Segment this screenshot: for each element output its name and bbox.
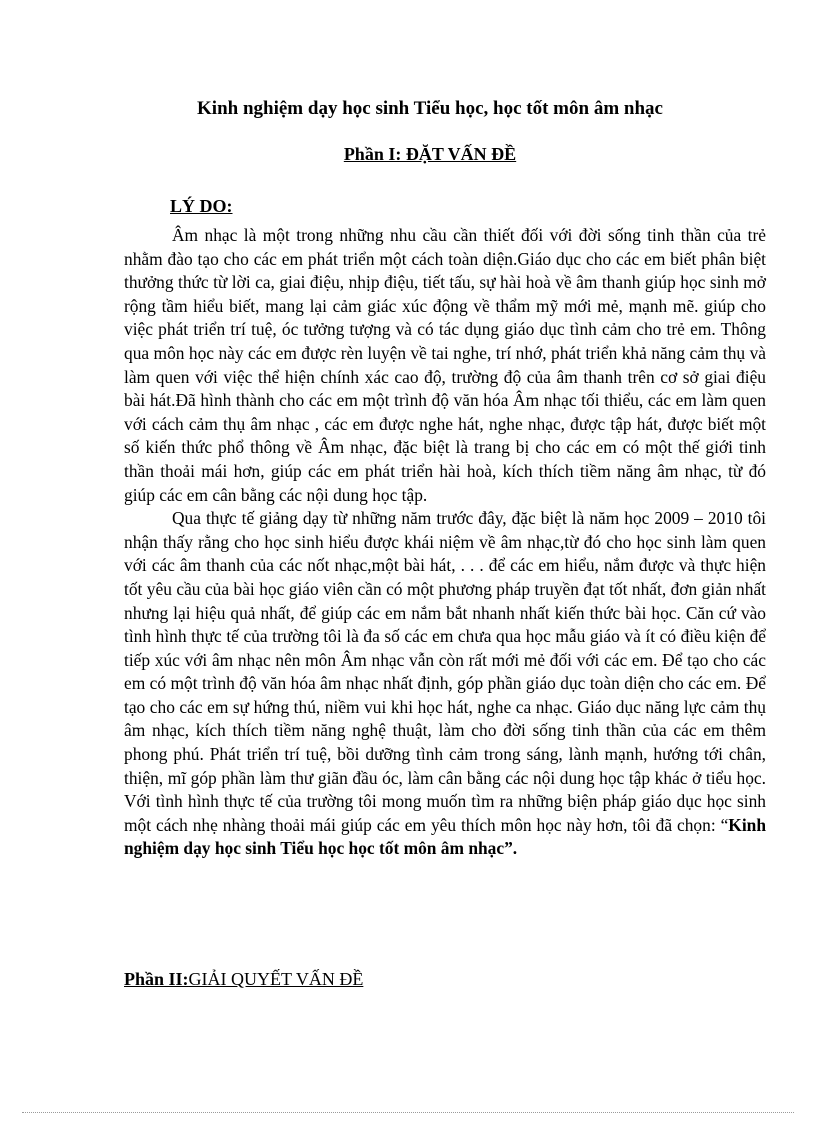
reason-heading: LÝ DO: (170, 196, 233, 216)
paragraph-2-text: Qua thực tế giảng dạy từ những năm trước đây, đặc biệt là năm học 2009 – 2010 tôi nhận thấy rằng cho học sinh hiểu được khái niệm về âm nhạc,từ đó cho học sinh làm quen với các âm thanh của các nốt nhạc,một bài hát, . . . để các em hiểu, nắm được và thực hiện tốt yêu cầu của bài học giáo viên cần có một phương pháp truyền đạt tốt nhất, đơn giản nhất nhưng lại hiệu quả nhất, để giúp các em nắm bắt nhanh nhất kiến thức bài học. Căn cứ vào tình hình thực tế của trường tôi là đa số các em chưa qua học mẫu giáo và ít có điều kiện để tiếp xúc với âm nhạc nên môn Âm nhạc vẫn còn rất mới mẻ đối với các em. Để tạo cho các em có một trình độ văn hóa âm nhạc nhất định, góp phần giáo dục toàn diện cho các em. Để tạo cho các em sự hứng thú, niềm vui khi học hát, nghe ca nhạc. Giáo dục năng lực cảm thụ âm nhạc, kích thích tiềm năng nghệ thuật, làm cho đời sống tinh thần của các em thêm phong phú. Phát triển trí tuệ, bồi dưỡng tình cảm trong sáng, lành mạnh, hướng tới chân, thiện, mĩ góp phần làm thư giãn đầu óc, làm cân bằng các nội dung học tập khác ở tiểu học. Với tình hình thực tế của trường tôi mong muốn tìm ra những biện pháp giáo dục học sinh một cách nhẹ nhàng thoải mái giúp các em yêu thích môn học này hơn, tôi đã chọn: “ (124, 508, 766, 835)
part2-label: Phần II: (124, 969, 189, 989)
paragraph-2-conclusion: Kinh nghiệm dạy học sinh Tiểu học học tốt môn âm nhạc”. (124, 814, 766, 859)
document-body (124, 224, 766, 861)
part1-heading: Phần I: ĐẶT VẤN ĐỀ (343, 144, 517, 164)
page-bottom-divider (22, 1112, 794, 1113)
paragraph-2 (124, 507, 766, 861)
document-title: Kinh nghiệm dạy học sinh Tiểu học, học tốt môn âm nhạc (197, 98, 663, 119)
part2-title: GIẢI QUYẾT VẤN ĐỀ (188, 969, 364, 989)
paragraph-1: Âm nhạc là một trong những nhu cầu cần thiết đối với đời sống tinh thần của trẻ nhằm đào tạo cho các em phát triển một cách toàn diện.Giáo dục cho các em biết phân biệt thưởng thức từ lời ca, giai điệu, nhịp điệu, tiết tấu, sự hài hoà về âm thanh giúp học sinh mở rộng tầm hiểu biết, mang lại cảm giác xúc động về thẩm mỹ mới mẻ, mạnh mẽ. giúp cho việc phát triển trí tuệ, óc tưởng tượng và có tác dụng giáo dục tình cảm cho trẻ em. Thông qua môn học này các em được rèn luyện về tai nghe, trí nhớ, phát triển khả năng cảm thụ và làm quen với việc thể hiện chính xác cao độ, trường độ của âm thanh trên cơ sở giai điệu bài hát.Đã hình thành cho các em một trình độ văn hóa Âm nhạc tối thiểu, các em làm quen với cách cảm thụ âm nhạc , các em được nghe hát, nghe nhạc, được tập hát, được biết một số kiến thức phổ thông về Âm nhạc, đặc biệt là trang bị cho các em có một thế giới tinh thần thoải mái hơn, giúp các em phát triển hài hoà, kích thích tiềm năng âm nhạc, từ đó giúp các em cân bằng các nội dung học tập. (124, 225, 766, 505)
part2-heading (124, 967, 363, 991)
